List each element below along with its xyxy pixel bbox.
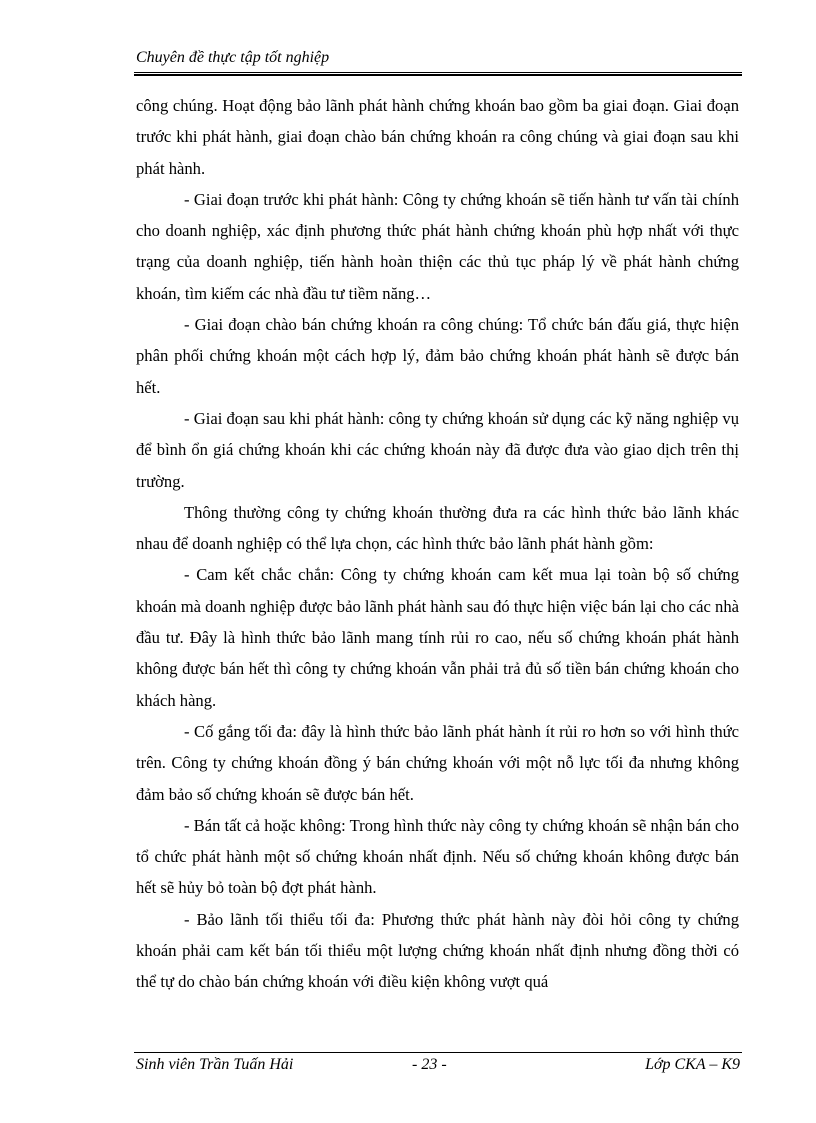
header-rule: [134, 72, 742, 73]
document-body: [136, 90, 739, 998]
footer-page-number: - 23 -: [412, 1056, 447, 1073]
footer-class: Lớp CKA – K9: [645, 1056, 740, 1073]
paragraph: - Giai đoạn trước khi phát hành: Công ty chứng khoán sẽ tiến hành tư vấn tài chính cho doanh nghiệp, xác định phương thức phát hành chứng khoán phù hợp nhất với thực trạng của doanh nghiệp, tiến hành hoàn thiện các thủ tục pháp lý về phát hành chứng khoán, tìm kiếm các nhà đầu tư tiềm năng…: [136, 189, 739, 303]
paragraph: - Bảo lãnh tối thiểu tối đa: Phương thức phát hành này đòi hỏi công ty chứng khoán phải cam kết bán tối thiểu một lượng chứng khoán nhất định nhưng đồng thời có thể tự do chào bán chứng khoán với điều kiện không vượt quá: [136, 909, 739, 992]
paragraph: Thông thường công ty chứng khoán thường đưa ra các hình thức bảo lãnh khác nhau để doanh nghiệp có thể lựa chọn, các hình thức bảo lãnh phát hành gồm:: [136, 502, 739, 554]
paragraph: - Giai đoạn sau khi phát hành: công ty chứng khoán sử dụng các kỹ năng nghiệp vụ để bình ổn giá chứng khoán khi các chứng khoán này đã được đưa vào giao dịch trên thị trường.: [136, 408, 739, 491]
paragraph: - Bán tất cả hoặc không: Trong hình thức này công ty chứng khoán sẽ nhận bán cho tổ chức phát hành một số chứng khoán nhất định. Nếu số chứng khoán không được bán hết sẽ hủy bỏ toàn bộ đợt phát hành.: [136, 815, 739, 898]
paragraph: - Giai đoạn chào bán chứng khoán ra công chúng: Tổ chức bán đấu giá, thực hiện phân phối chứng khoán một cách hợp lý, đảm bảo chứng khoán phát hành sẽ được bán hết.: [136, 315, 739, 397]
footer-student-name: Sinh viên Trần Tuấn Hải: [136, 1056, 294, 1073]
footer-rule: [134, 1052, 742, 1053]
paragraph: - Cam kết chắc chắn: Công ty chứng khoán cam kết mua lại toàn bộ số chứng khoán mà doanh nghiệp được bảo lãnh phát hành sau đó thực hiện việc bán lại cho các nhà đầu tư. Đây là hình thức bảo lãnh mang tính rủi ro cao, nếu số chứng khoán phát hành không được bán hết thì công ty chứng khoán vẫn phải trả đủ số tiền bán chứng khoán cho khách hàng.: [136, 565, 739, 710]
header-rule-thick: [134, 74, 742, 76]
paragraph: công chúng. Hoạt động bảo lãnh phát hành chứng khoán bao gồm ba giai đoạn. Giai đoạn trước khi phát hành, giai đoạn chào bán chứng khoán ra công chúng và giai đoạn sau khi phát hành.: [136, 96, 739, 178]
document-footer: [136, 1056, 742, 1078]
paragraph: - Cố gắng tối đa: đây là hình thức bảo lãnh phát hành ít rủi ro hơn so với hình thức trên. Công ty chứng khoán đồng ý bán chứng khoán với một nỗ lực tối đa nhưng không đảm bảo số chứng khoán sẽ được bán hết.: [136, 721, 739, 804]
document-header-title: Chuyên đề thực tập tốt nghiệp: [136, 49, 330, 66]
